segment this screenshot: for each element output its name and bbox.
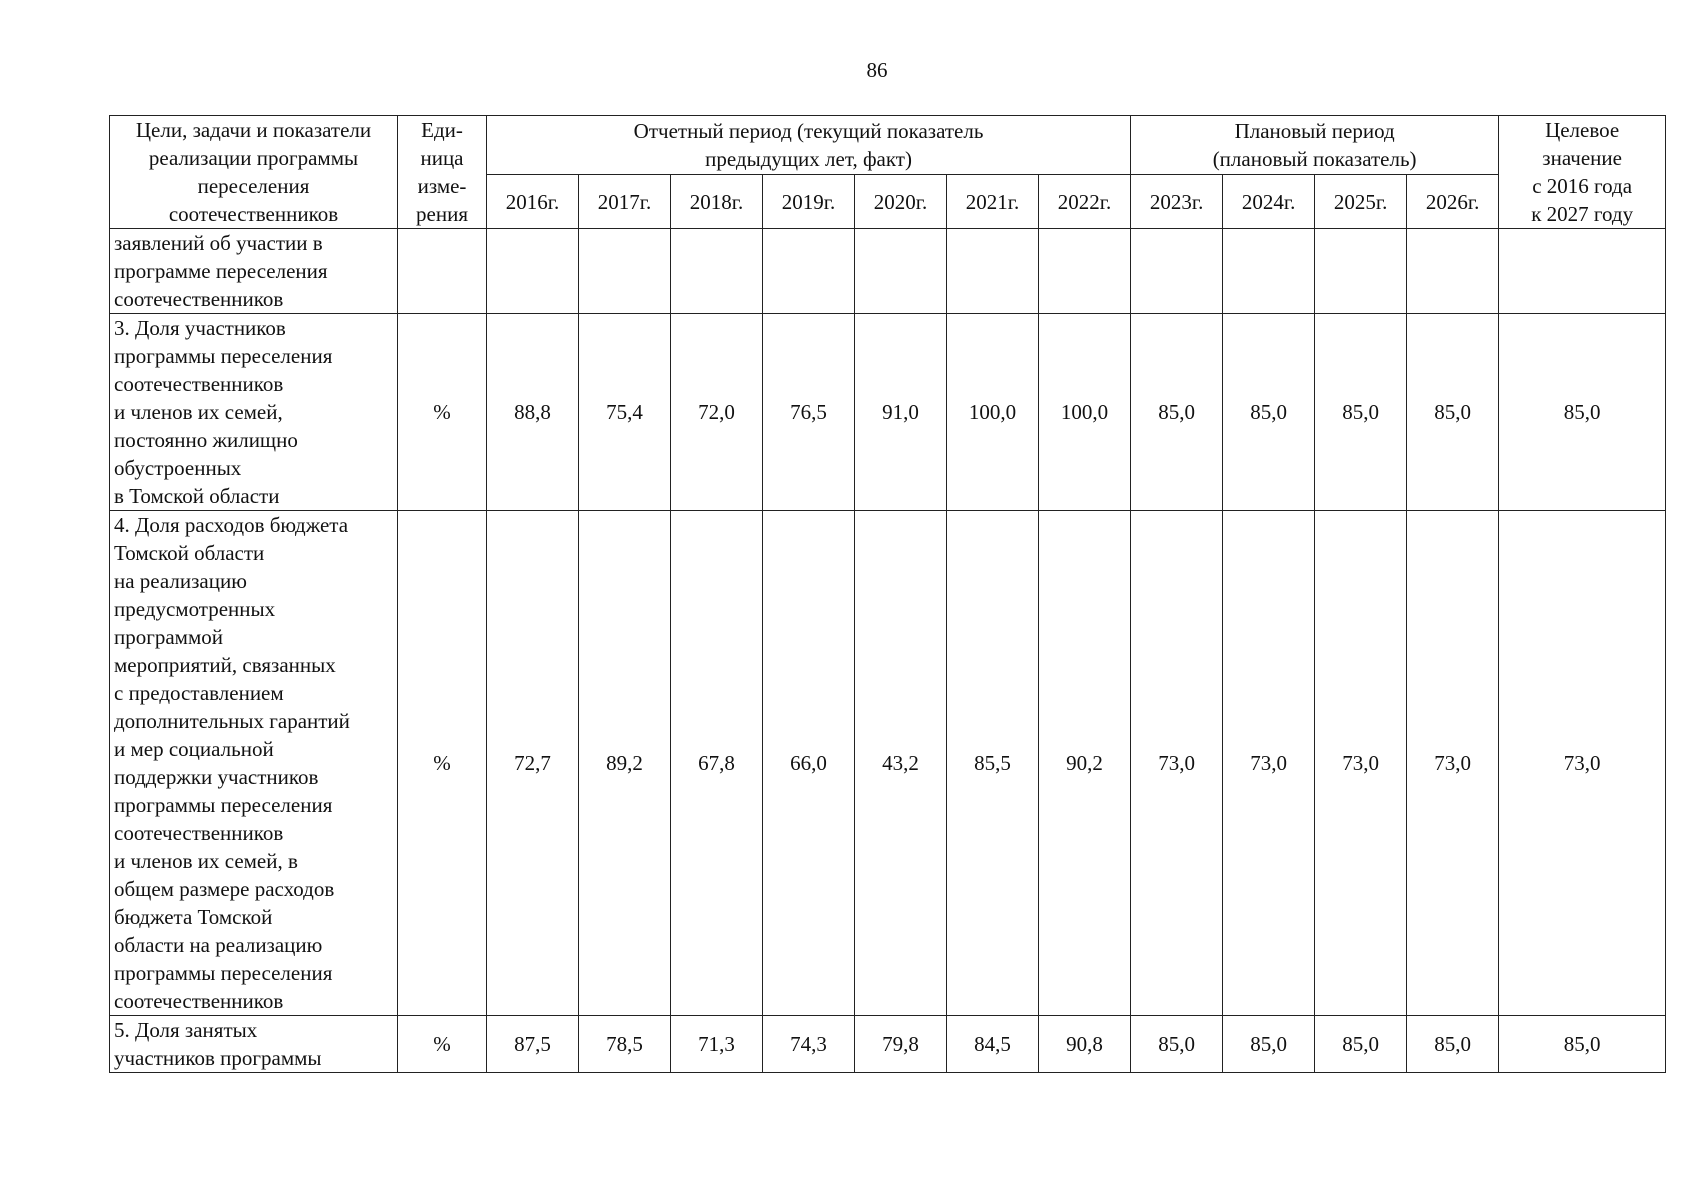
value-cell xyxy=(671,229,763,314)
value-cell: 71,3 xyxy=(671,1016,763,1073)
text-line: обустроенных xyxy=(114,456,242,480)
table-row xyxy=(110,511,1666,1016)
value-cell: 73,0 xyxy=(1315,511,1407,1016)
unit-cell xyxy=(398,229,487,314)
value-cell: 85,0 xyxy=(1315,1016,1407,1073)
text-line: предусмотренных xyxy=(114,597,276,621)
header-unit xyxy=(398,116,487,229)
value-cell: 73,0 xyxy=(1407,511,1499,1016)
text-line: мероприятий, связанных xyxy=(114,653,336,677)
table-row xyxy=(110,1016,1666,1073)
value-cell xyxy=(579,229,671,314)
year-header: 2016г. xyxy=(487,175,579,229)
text-line: переселения xyxy=(197,174,310,198)
value-cell: 100,0 xyxy=(947,314,1039,511)
text-line: предыдущих лет, факт) xyxy=(705,147,912,171)
text-line: рения xyxy=(416,202,468,226)
text-line: Цели, задачи и показатели xyxy=(135,118,372,142)
value-cell: 85,0 xyxy=(1315,314,1407,511)
text-line: реализации программы xyxy=(148,146,359,170)
value-cell: 85,0 xyxy=(1131,1016,1223,1073)
header-planned-period xyxy=(1131,116,1499,175)
text-line: постоянно жилищно xyxy=(114,428,298,452)
text-line: в Томской области xyxy=(114,484,280,508)
value-cell: 85,0 xyxy=(1131,314,1223,511)
value-cell: 85,0 xyxy=(1407,1016,1499,1073)
text-line: дополнительных гарантий xyxy=(114,709,350,733)
indicators-table xyxy=(109,115,1666,1073)
value-cell xyxy=(1223,229,1315,314)
value-cell xyxy=(947,229,1039,314)
value-cell xyxy=(855,229,947,314)
text-line: Целевое xyxy=(1545,118,1620,142)
value-cell xyxy=(1407,229,1499,314)
table-body xyxy=(110,229,1666,1073)
text-line: Отчетный период (текущий показатель xyxy=(633,119,984,143)
value-cell: 72,7 xyxy=(487,511,579,1016)
year-header: 2021г. xyxy=(947,175,1039,229)
indicator-description xyxy=(110,1016,398,1073)
text-line: программе переселения xyxy=(114,259,328,283)
value-cell: 89,2 xyxy=(579,511,671,1016)
text-line: соотечественников xyxy=(114,372,284,396)
text-line: с предоставлением xyxy=(114,681,284,705)
year-header: 2018г. xyxy=(671,175,763,229)
value-cell: 84,5 xyxy=(947,1016,1039,1073)
value-cell: 85,5 xyxy=(947,511,1039,1016)
year-header: 2019г. xyxy=(763,175,855,229)
text-line: соотечественников xyxy=(168,202,339,226)
text-line: участников программы xyxy=(114,1046,322,1070)
unit-cell: % xyxy=(398,1016,487,1073)
value-cell xyxy=(487,229,579,314)
text-line: и членов их семей, в xyxy=(114,849,298,873)
text-line: 3. Доля участников xyxy=(114,316,286,340)
unit-cell: % xyxy=(398,511,487,1016)
text-line: на реализацию xyxy=(114,569,247,593)
value-cell: 90,8 xyxy=(1039,1016,1131,1073)
value-cell: 76,5 xyxy=(763,314,855,511)
text-line: значение xyxy=(1542,146,1622,170)
indicator-description xyxy=(110,511,398,1016)
value-cell: 100,0 xyxy=(1039,314,1131,511)
table-row xyxy=(110,229,1666,314)
value-cell xyxy=(763,229,855,314)
text-line: Еди- xyxy=(421,118,463,142)
text-line: Плановый период xyxy=(1234,119,1395,143)
target-value-cell: 85,0 xyxy=(1499,1016,1666,1073)
text-line: 5. Доля занятых xyxy=(114,1018,258,1042)
text-line: соотечественников xyxy=(114,821,284,845)
value-cell xyxy=(1131,229,1223,314)
text-line: 4. Доля расходов бюджета xyxy=(114,513,349,537)
text-line: (плановый показатель) xyxy=(1212,147,1417,171)
value-cell: 75,4 xyxy=(579,314,671,511)
target-value-cell: 85,0 xyxy=(1499,314,1666,511)
text-line: поддержки участников xyxy=(114,765,319,789)
text-line: и членов их семей, xyxy=(114,400,283,424)
value-cell xyxy=(1315,229,1407,314)
text-line: к 2027 году xyxy=(1531,202,1634,226)
text-line: бюджета Томской xyxy=(114,905,273,929)
text-line: программы переселения xyxy=(114,793,333,817)
value-cell: 66,0 xyxy=(763,511,855,1016)
value-cell: 85,0 xyxy=(1407,314,1499,511)
text-line: Томской области xyxy=(114,541,265,565)
header-goals xyxy=(110,116,398,229)
value-cell xyxy=(1039,229,1131,314)
text-line: с 2016 года xyxy=(1532,174,1633,198)
value-cell: 67,8 xyxy=(671,511,763,1016)
value-cell: 91,0 xyxy=(855,314,947,511)
table-row xyxy=(110,314,1666,511)
text-line: области на реализацию xyxy=(114,933,323,957)
value-cell: 73,0 xyxy=(1131,511,1223,1016)
value-cell: 85,0 xyxy=(1223,314,1315,511)
value-cell: 73,0 xyxy=(1223,511,1315,1016)
unit-cell: % xyxy=(398,314,487,511)
text-line: соотечественников xyxy=(114,287,284,311)
value-cell: 43,2 xyxy=(855,511,947,1016)
text-line: заявлений об участии в xyxy=(114,231,323,255)
value-cell: 85,0 xyxy=(1223,1016,1315,1073)
header-reporting-period xyxy=(487,116,1131,175)
page-number: 86 xyxy=(866,58,888,82)
target-value-cell xyxy=(1499,229,1666,314)
header-target-value xyxy=(1499,116,1666,229)
text-line: изме- xyxy=(417,174,467,198)
year-header: 2022г. xyxy=(1039,175,1131,229)
text-line: и мер социальной xyxy=(114,737,274,761)
year-header: 2026г. xyxy=(1407,175,1499,229)
text-line: программы переселения xyxy=(114,961,333,985)
value-cell: 72,0 xyxy=(671,314,763,511)
value-cell: 74,3 xyxy=(763,1016,855,1073)
text-line: программы переселения xyxy=(114,344,333,368)
target-value-cell: 73,0 xyxy=(1499,511,1666,1016)
value-cell: 79,8 xyxy=(855,1016,947,1073)
year-header: 2023г. xyxy=(1131,175,1223,229)
year-header: 2020г. xyxy=(855,175,947,229)
value-cell: 88,8 xyxy=(487,314,579,511)
value-cell: 78,5 xyxy=(579,1016,671,1073)
year-header: 2025г. xyxy=(1315,175,1407,229)
text-line: соотечественников xyxy=(114,989,284,1013)
value-cell: 87,5 xyxy=(487,1016,579,1073)
year-header: 2017г. xyxy=(579,175,671,229)
year-header: 2024г. xyxy=(1223,175,1315,229)
text-line: ница xyxy=(420,146,464,170)
text-line: общем размере расходов xyxy=(114,877,335,901)
indicator-description xyxy=(110,229,398,314)
value-cell: 90,2 xyxy=(1039,511,1131,1016)
text-line: программой xyxy=(114,625,223,649)
indicator-description xyxy=(110,314,398,511)
